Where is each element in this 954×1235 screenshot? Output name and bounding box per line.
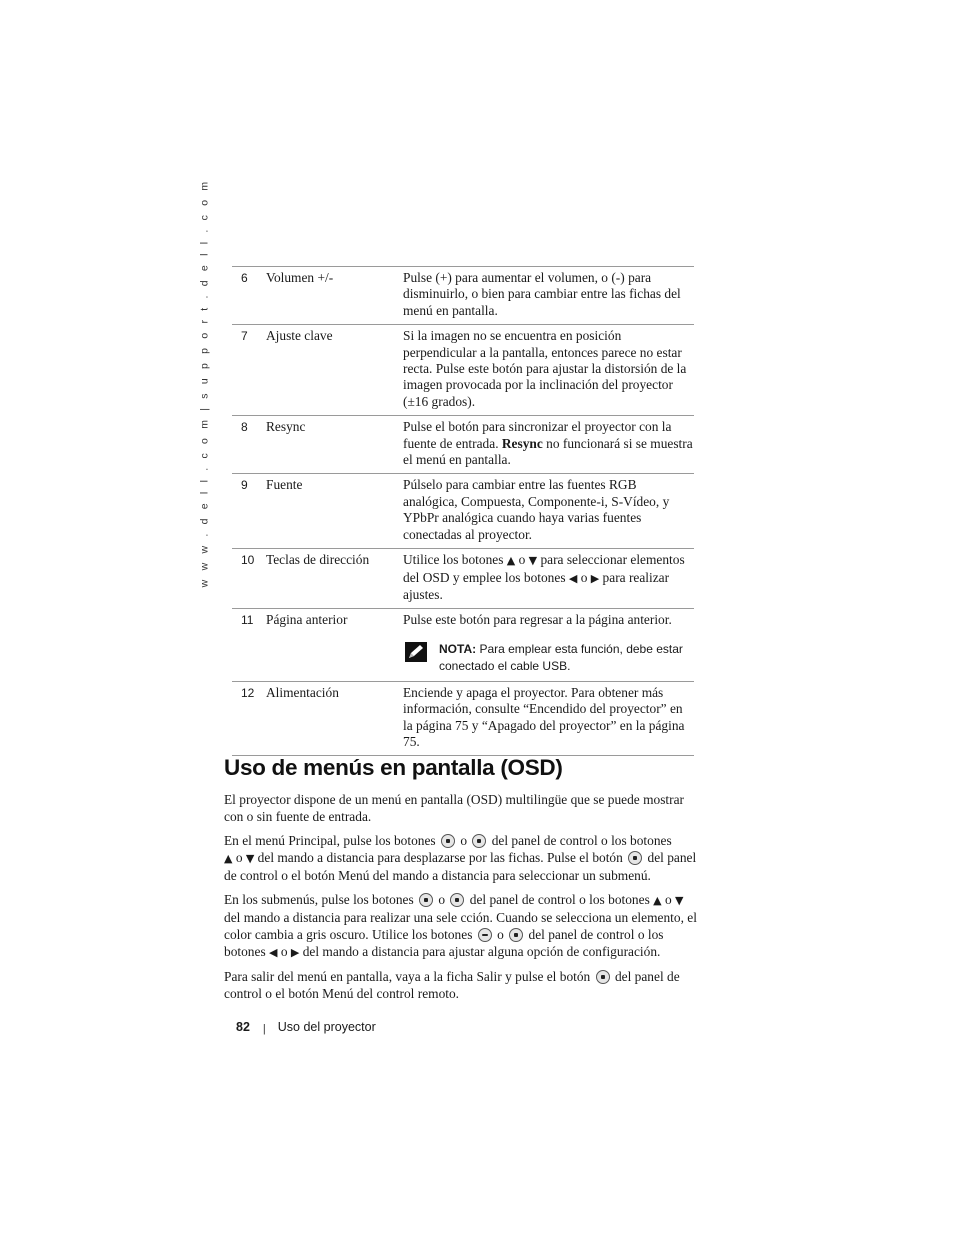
right-button-icon [472, 834, 486, 848]
row-name: Ajuste clave [266, 328, 333, 344]
down-arrow-icon: ▼ [674, 894, 684, 907]
row-description-text: para realizar ajustes. [403, 569, 670, 602]
side-url-text [197, 178, 211, 587]
table-row [232, 267, 694, 325]
row-description-text: o [515, 552, 529, 568]
row-description [403, 549, 694, 609]
body-text [224, 791, 702, 1009]
paragraph-text: o [661, 892, 675, 907]
paragraph [224, 891, 702, 961]
row-number: 12 [241, 685, 255, 700]
note-label: NOTA: [439, 641, 477, 656]
page-number: 82 [236, 1020, 250, 1034]
right-arrow-icon: ▶ [590, 571, 600, 585]
menu-button-icon [628, 851, 642, 865]
row-description-bold: Resync [501, 435, 543, 451]
chapter-title: Uso del proyector [277, 1020, 376, 1034]
row-number: 7 [241, 329, 248, 344]
row-description: Pulse (+) para aumentar el volumen, o (-) para disminuirlo, o bien para cambiar entre las fichas del menú en pantalla. [403, 270, 681, 318]
up-arrow-icon: ▲ [653, 894, 662, 907]
row-description-text: no funcionará si se muestra el menú en pantalla. [403, 435, 693, 468]
row-description-text: para seleccionar elementos del OSD y emplee los botones [403, 552, 685, 585]
paragraph-text: del panel de control o los botones [488, 833, 672, 848]
button-description-table [232, 266, 694, 756]
table-row [232, 325, 694, 416]
row-number: 8 [241, 420, 248, 435]
paragraph-text: o [277, 944, 291, 959]
down-arrow-icon: ▼ [528, 554, 538, 568]
menu-button-icon [596, 970, 610, 984]
row-name: Teclas de dirección [266, 552, 370, 568]
row-name: Fuente [266, 477, 303, 493]
left-button-icon [441, 834, 455, 848]
table-row [232, 474, 694, 549]
row-description: Enciende y apaga el proyector. Para obtener más información, consulte “Encendido del proyector” en la página 75 y “Apagado del proyector” en la página 75. [403, 684, 685, 749]
section-title: Uso de menús en pantalla (OSD) [224, 755, 563, 780]
row-name: Volumen +/- [266, 270, 334, 285]
left-arrow-icon: ◀ [269, 946, 278, 959]
row-description-text: Pulse este botón para regresar a la página anterior. [403, 612, 672, 628]
paragraph-text: del panel de control o el botón Menú del control remoto. [224, 969, 680, 1001]
table-row [232, 549, 694, 609]
paragraph-text: En los submenús, pulse los botones [224, 892, 418, 907]
footer-separator: | [262, 1023, 266, 1035]
note-body: Para emplear esta función, debe estar conectado el cable USB. [439, 641, 683, 673]
row-name: Página anterior [266, 612, 348, 628]
pencil-note-icon [405, 642, 427, 662]
table-row [232, 416, 694, 474]
side-url-label: w w w . d e l l . c o m | s u p p o r t . d e l l . c o m [198, 178, 210, 587]
row-description-text: Pulse el botón para sincronizar el proyector con la fuente de entrada. [403, 419, 672, 451]
down-arrow-icon: ▼ [245, 852, 255, 865]
paragraph [224, 832, 702, 884]
down-button-icon [450, 893, 464, 907]
paragraph-text: o [232, 850, 246, 865]
row-number: 6 [241, 271, 248, 285]
up-button-icon [419, 893, 433, 907]
up-arrow-icon: ▲ [506, 554, 516, 568]
minus-button-icon [478, 928, 492, 942]
paragraph-text: o [435, 892, 449, 907]
row-description [403, 416, 694, 474]
paragraph-text: del mando a distancia para realizar una sele cción. Cuando se selecciona un elemento, el color cambia a gris oscuro. Utilice los botones [224, 910, 697, 942]
table-row [232, 609, 694, 681]
row-description-text: o [577, 569, 591, 585]
row-number: 10 [241, 553, 255, 568]
up-arrow-icon: ▲ [224, 852, 233, 865]
paragraph-text: o [493, 927, 508, 942]
row-description [403, 609, 694, 681]
row-name: Resync [266, 419, 306, 435]
note-text [439, 641, 694, 675]
paragraph-text: del mando a distancia para desplazarse por las fichas. Pulse el botón [254, 850, 627, 865]
plus-button-icon [509, 928, 523, 942]
note-box [403, 641, 694, 675]
row-description: Si la imagen no se encuentra en posición perpendicular a la pantalla, entonces parece no estar recta. Pulse este botón para ajustar la distorsión de la imagen provocada por la inclinación del proyector (±16 grados). [403, 328, 687, 409]
paragraph-text: del panel de control o los botones [224, 927, 664, 959]
page-footer [236, 1020, 376, 1034]
row-number: 9 [241, 478, 248, 493]
paragraph-text: del panel de control o los botones [466, 892, 654, 907]
row-number: 11 [241, 613, 254, 628]
paragraph-text: En el menú Principal, pulse los botones [224, 833, 439, 848]
row-description-text: Utilice los botones [403, 552, 507, 568]
paragraph-text: o [456, 833, 471, 848]
paragraph: El proyector dispone de un menú en pantalla (OSD) multilingüe que se puede mostrar con o sin fuente de entrada. [224, 792, 684, 824]
paragraph-text: Para salir del menú en pantalla, vaya a la ficha Salir y pulse el botón [224, 969, 594, 984]
row-name: Alimentación [266, 684, 339, 700]
left-arrow-icon: ◀ [568, 571, 578, 585]
row-description: Púlselo para cambiar entre las fuentes RGB analógica, Compuesta, Componente-i, S-Vídeo, y YPbPr analógica cuando haya varias fuentes conectadas al proyector. [403, 477, 670, 542]
paragraph-text: del panel de control o el botón Menú del mando a distancia para seleccionar un submenú. [224, 850, 697, 883]
table-row [232, 681, 694, 756]
paragraph [224, 968, 702, 1002]
right-arrow-icon: ▶ [290, 946, 300, 959]
paragraph-text: del mando a distancia para ajustar alguna opción de configuración. [299, 944, 661, 959]
